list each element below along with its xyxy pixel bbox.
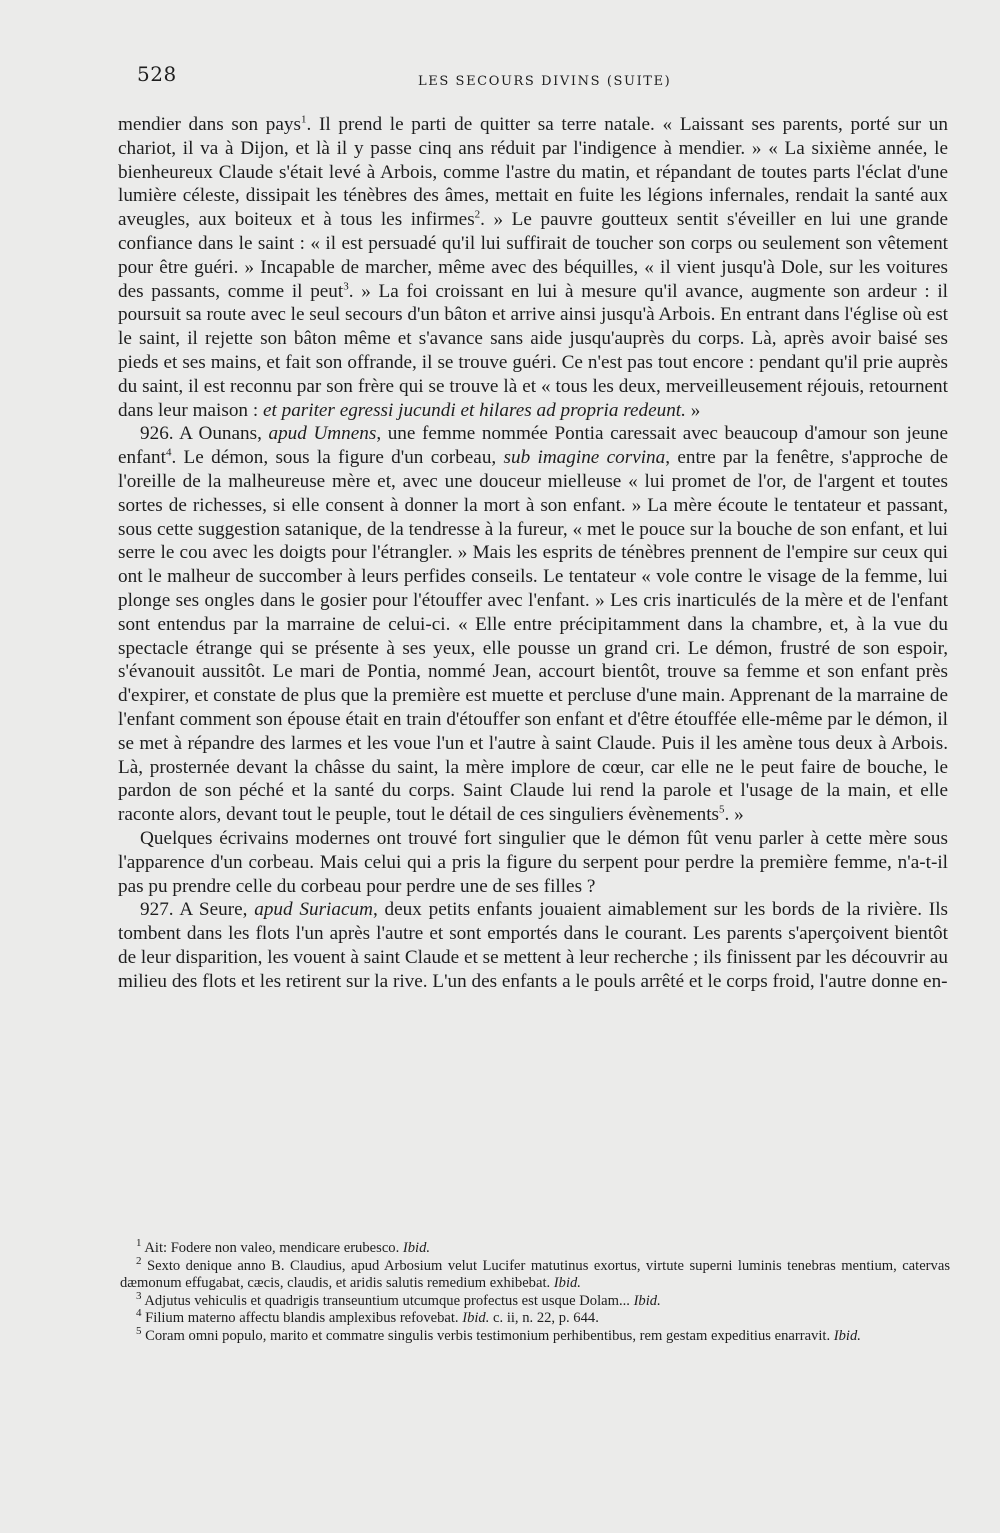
main-text [118, 113, 948, 993]
paragraph-continued: mendier dans son pays$^1$. Il prend le parti de quitter sa terre natale. « Laissant ses parents, porté sur un chariot, il va à Dijon, et là il y passe cinq ans réduit par l'indigence à mendier. » « La sixième année, le bienheureux Claude s'était levé à Arbois, comme l'astre du matin, et répandant de toutes parts l'éclat d'une lumière céleste, dissipait les ténèbres des âmes, mettait en fuite les légions infernales, rendait la santé aux aveugles, aux boiteux et à tous les infirmes$^2$. » Le pauvre goutteux sentit s'éveiller en lui une grande confiance dans le saint : « il est persuadé qu'il lui suffirait de toucher son corps ou seulement son vêtement pour être guéri. » Incapable de marcher, même avec des béquilles, « il vient jusqu'à Dole, sur les voitures des passants, comme il peut$^3$. » La foi croissant en lui à mesure qu'il avance, augmente son ardeur : il poursuit sa route avec le seul secours d'un bâton et arrive ainsi jusqu'à Arbois. En entrant dans l'église où est le saint, il rejette son bâton même et s'avance sans aide jusqu'auprès du corps. Là, après avoir baisé ses pieds et ses mains, et fait son offrande, il se trouve guéri. Ce n'est pas tout encore : pendant qu'il prie auprès du saint, il est reconnu par son frère qui se trouve là et « tous les deux, merveilleusement réjouis, retournent dans leur maison : et pariter egressi jucundi et hilares ad propria redeunt. » [118, 113, 948, 421]
footnote-ref-4[interactable]: 4 [165, 446, 172, 459]
footnote-1: $^1$ Ait: Fodere non valeo, mendicare erubesco. Ibid. [136, 1237, 431, 1256]
footnote-5: $^5$ Coram omni populo, marito et commatre singulis verbis testimonium perhibentibus, rem gestam expeditius enarravit. Ibid. [136, 1325, 861, 1344]
latin-place-name: apud Umnens [268, 423, 377, 445]
footnote-4: $^4$ Filium materno affectu blandis amplexibus refovebat. Ibid. c. ii, n. 22, p. 644. [136, 1307, 599, 1327]
footnote-ref-3[interactable]: 3 [343, 280, 349, 293]
footnotes [118, 1237, 950, 1346]
latin-quote: et pariter egressi jucundi et hilares ad propria redeunt. [262, 399, 686, 421]
paragraph-commentary: Quelques écrivains modernes ont trouvé fort singulier que le démon fût venu parler à cette mère sous l'apparence d'un corbeau. Mais celui qui a pris la figure du serpent pour perdre la première femme, n'a-t-il pas pu prendre celle du corbeau pour perdre une de ses filles ? [118, 827, 948, 897]
running-title: LES SECOURS DIVINS (SUITE) [418, 74, 672, 89]
paragraph-927: 927. A Seure, apud Suriacum, deux petits enfants jouaient aimablement sur les bords de la rivière. Ils tombent dans les flots l'un après l'autre et sont emportés dans le courant. Les parents s'aperçoivent bientôt de leur disparition, les vouent à saint Claude et se mettent à leur recherche ; ils finissent par les découvrir au milieu des flots et les retirent sur la rive. L'un des enfants a le pouls arrêté et le corps froid, l'autre donne en- [118, 899, 948, 992]
paragraph-926: 926. A Ounans, apud Umnens, une femme nommée Pontia caressait avec beaucoup d'amour son jeune enfant$^4$. Le démon, sous la figure d'un corbeau, sub imagine corvina, entre par la fenêtre, s'approche de l'oreille de la malheureuse mère et, avec une douceur mielleuse « lui promet de l'or, de l'argent et toutes sortes de richesses, si elle consent à donner la mort à son enfant. » La mère écoute le tentateur et passant, sous cette suggestion satanique, de la tendresse à la fureur, « met le pouce sur la bouche de son enfant, et lui serre le cou avec les doigts pour l'étrangler. » Mais les esprits de ténèbres prennent de l'empire sur ceux qui ont le malheur de succomber à leurs perfides conseils. Le tentateur « vole contre le visage de la femme, lui plonge ses ongles dans le gosier pour l'étouffer avec l'enfant. » Les cris inarticulés de la mère et de l'enfant sont entendus par la marraine de celui-ci. « Elle entre précipitamment dans la chambre, et, à la vue du spectacle étrange qui se présente à ses yeux, elle pousse un grand cri. Le démon, frustré de son espoir, s'évanouit aussitôt. Le mari de Pontia, nommé Jean, accourt bientôt, trouve sa femme et son enfant près d'expirer, et constate de plus que la première est muette et percluse d'une main. Apprenant de la marraine de l'enfant comment son épouse était en train d'étouffer son enfant et d'être étouffée elle-même par le démon, il se met à répandre des larmes et les voue l'un et l'autre à saint Claude. Puis il les amène tous deux à Arbois. Là, prosternée devant la châsse du saint, la mère implore de cœur, car elle ne le peut faire de bouche, le pardon de son péché et la santé du corps. Saint Claude lui rend la parole et l'usage de la main, et elle raconte alors, devant tout le peuple, tout le détail de ces singuliers évènements$^5$. » [118, 423, 949, 826]
footnote-3: $^3$ Adjutus vehiculis et quadrigis transeuntium utcumque profectus est usque Dolam... Ibid. [136, 1289, 661, 1309]
latin-place-name: apud Suriacum [254, 899, 373, 921]
footnote-2: $^2$ Sexto denique anno B. Claudius, apud Arbosium velut Lucifer matutinus exortus, virtute superni luminis tenebras mentium, catervas dæmonum effugabat, cæcis, claudis, et aridis salutis remedium exhibebat. Ibid. [120, 1254, 950, 1292]
footnote-ref-1[interactable]: 1 [300, 113, 307, 126]
footnote-ref-5[interactable]: 5 [719, 803, 725, 816]
page-number: 528 [137, 62, 177, 86]
latin-phrase: sub imagine corvina [503, 447, 666, 469]
footnote-ref-2[interactable]: 2 [474, 208, 481, 221]
